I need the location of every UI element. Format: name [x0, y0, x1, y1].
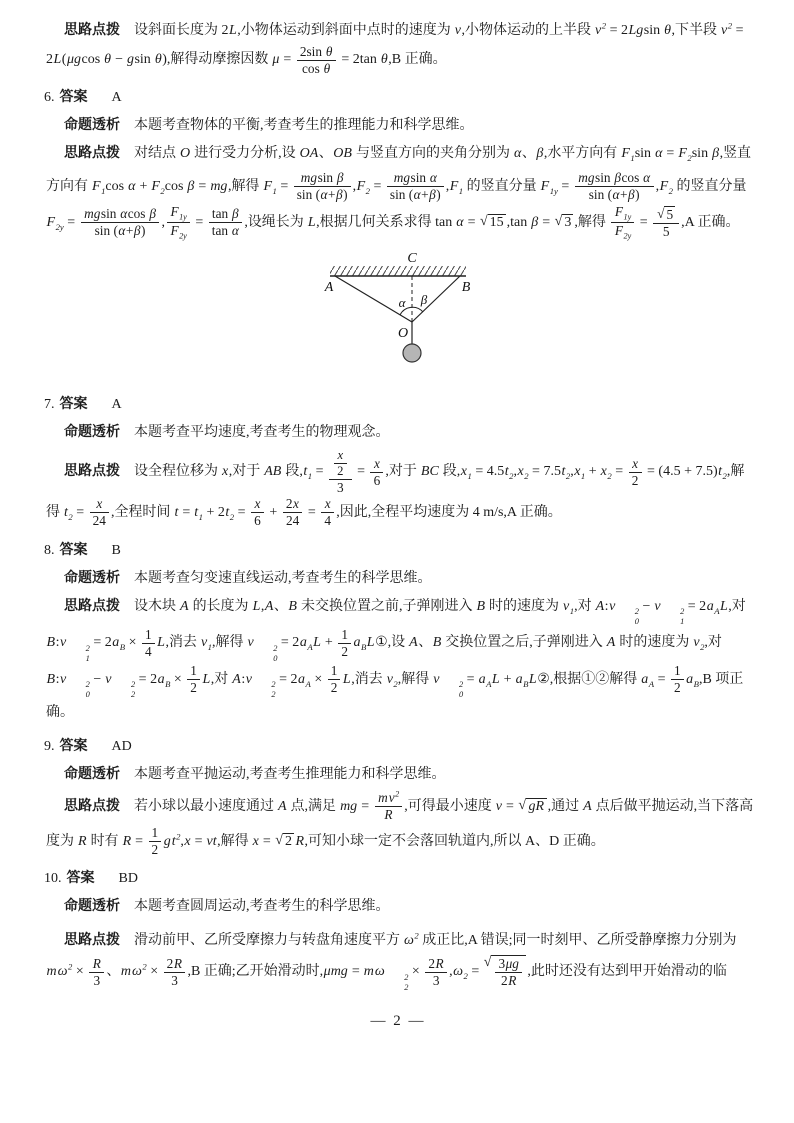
solution-item-8 — [40, 538, 756, 726]
math-symbol: $F_1$ — [263, 179, 277, 196]
math-symbol: v 2 0 — [609, 598, 639, 626]
paragraph-label: 思路点拨 — [64, 598, 120, 614]
guidance-paragraph — [46, 448, 756, 530]
math-symbol: $a_A$ — [299, 635, 313, 653]
math-symbol: $x_2$ — [600, 464, 612, 482]
math-symbol: $v^2$ — [721, 20, 733, 38]
answer-line — [44, 392, 756, 418]
math-fraction: $\frac{\text{mgsin β}}{\sin (\alpha+\beta)}$ — [294, 170, 351, 203]
math-symbol: $F_1$ — [92, 179, 106, 196]
math-symbol: $\omega^2$ — [132, 961, 147, 980]
math-fraction: $\frac{\frac{x}{2}}{3}$ — [329, 448, 352, 496]
math-var: β — [531, 215, 539, 231]
math-var: L — [202, 671, 211, 687]
answer-line — [44, 866, 756, 892]
math-var: μ — [272, 52, 280, 68]
math-symbol: $v^2$ — [595, 20, 607, 38]
math-symbol: $F_{2y}$ — [614, 223, 632, 242]
math-var: R — [122, 833, 132, 849]
math-symbol: $a_B$ — [157, 671, 171, 689]
math-var: m — [46, 964, 57, 980]
math-var: L — [366, 635, 375, 651]
analysis-paragraph — [46, 566, 756, 592]
math-var: β — [628, 187, 635, 203]
answer-value: A — [111, 396, 122, 412]
item-number: 6. — [44, 89, 55, 105]
math-fraction: √ 5 5 — [653, 206, 679, 240]
math-symbol: $F_{2y}$ — [46, 215, 64, 232]
math-var: R — [295, 833, 305, 849]
math-var: α — [513, 145, 522, 161]
math-symbol: $t_2$ — [64, 504, 73, 522]
answer-label: 答案 — [59, 89, 88, 105]
force-diagram-svg — [308, 250, 488, 372]
math-fraction: $\frac{2R}{3}$ — [425, 956, 447, 989]
math-var: x — [96, 496, 103, 512]
math-var: L — [53, 52, 62, 68]
math-symbol: $a_B$ — [686, 671, 699, 689]
paragraph-label: 思路点拨 — [64, 932, 120, 948]
math-var: μg — [505, 956, 519, 972]
label-beta: β — [420, 291, 428, 307]
paragraph-label: 思路点拨 — [64, 464, 120, 480]
math-var: A — [180, 598, 189, 614]
math-symbol: $x_1$ — [460, 464, 472, 482]
math-fraction: $\frac{3\mu g}{2R}$ — [495, 956, 522, 989]
math-var: x — [184, 833, 191, 849]
math-symbol: $a_A$ — [706, 598, 720, 616]
math-fraction: $\frac{1}{2}$ — [338, 627, 351, 660]
answer-value: AD — [111, 738, 132, 754]
analysis-text: 本题考查圆周运动,考查考生的科学思维。 — [134, 898, 390, 914]
math-var: vt — [206, 833, 217, 849]
math-var: OB — [333, 145, 352, 161]
math-var: θ — [380, 52, 388, 68]
math-var: BC — [420, 464, 439, 480]
label-C: C — [407, 250, 417, 266]
math-var: v — [495, 798, 502, 814]
math-var: m — [378, 790, 388, 806]
math-var: α — [643, 170, 651, 186]
math-symbol: $t_1$ — [303, 464, 313, 482]
answer-value: A — [111, 89, 122, 105]
math-var: L — [720, 598, 728, 614]
answer-line — [44, 734, 756, 760]
math-symbol: $\omega^2$ — [404, 929, 419, 948]
math-symbol: v 2 1 — [654, 598, 685, 626]
math-sqrt: √ 3 — [554, 213, 572, 230]
math-fraction: $\frac{1}{2}$ — [671, 663, 684, 696]
math-fraction: $\frac{x}{6}$ — [251, 496, 264, 529]
math-fraction: $\frac{x}{2}$ — [334, 448, 347, 479]
math-var: B — [46, 671, 56, 687]
math-var: μg — [66, 52, 81, 68]
math-var: θ — [323, 60, 331, 76]
math-var: mg — [300, 170, 318, 186]
label-A: A — [324, 279, 334, 295]
math-var: B — [288, 598, 297, 614]
answer-label: 答案 — [59, 542, 88, 558]
math-fraction: $\frac{x}{24}$ — [90, 496, 109, 529]
math-var: gR — [528, 798, 545, 814]
math-fraction: $\frac{x}{6}$ — [370, 456, 383, 489]
math-var: B — [432, 635, 442, 651]
math-var: θ — [154, 52, 162, 68]
math-var: x — [252, 833, 259, 849]
math-var: β — [712, 145, 720, 161]
math-symbol: $t_2$ — [561, 464, 571, 482]
math-var: β — [429, 187, 436, 203]
math-symbol: $v^2$ — [388, 789, 400, 806]
paragraph-label: 命题透析 — [64, 898, 120, 914]
label-B: B — [461, 279, 471, 295]
math-var: α — [231, 223, 239, 239]
paragraph-label: 命题透析 — [64, 766, 120, 782]
math-var: A — [278, 798, 287, 814]
solution-item-6 — [40, 85, 756, 382]
math-sqrt: √ $\frac{3\mu g}{2R}$ — [484, 955, 527, 989]
answer-value: BD — [118, 870, 138, 886]
math-var: α — [655, 145, 663, 161]
math-var: mg — [393, 170, 411, 186]
math-var: Lg — [628, 22, 644, 38]
math-symbol: $\omega_2$ — [453, 964, 468, 982]
math-symbol: $x_2$ — [517, 464, 529, 482]
guidance-text: 若小球以最小速度通过 A 点,满足 mg = $\frac{mv^2}{R}$ ,可得最小速度 v = √ gR ,通过 A 点后做平抛运动,当下落高度为 R 时有 R = $\frac{1}{2}$ $gt^2,x$ = vt,解得 x = √ 2 R,可知小球一定不会落回轨道内,所以 A、D 正确。 — [46, 789, 754, 858]
solution-item-9 — [40, 734, 756, 858]
force-diagram — [40, 250, 756, 382]
math-symbol: $t_2$ — [718, 464, 727, 482]
math-fraction: $\frac{\text{tan β}}{\text{tan α}}$ — [209, 206, 243, 239]
math-var: x — [373, 455, 380, 471]
ceiling-hatch — [330, 266, 466, 276]
math-symbol: $t_2$ — [225, 504, 235, 522]
math-var: R — [384, 807, 393, 823]
math-symbol: $v_1$ — [200, 635, 212, 653]
math-sqrt: √ 15 — [479, 213, 504, 230]
math-symbol: v 2 0 — [247, 635, 278, 663]
math-var: g — [163, 833, 171, 849]
math-symbol: $v_2$ — [693, 635, 705, 653]
math-var: mg — [578, 170, 595, 186]
math-symbol: $F_{1y}$ — [540, 179, 558, 196]
analysis-text: 本题考查平抛运动,考查考生推理能力和科学思维。 — [134, 766, 446, 782]
math-symbol: v 2 2 — [245, 671, 276, 700]
answer-label: 答案 — [59, 396, 88, 412]
math-var: O — [180, 145, 191, 161]
math-var: x — [292, 496, 299, 512]
math-symbol: $F_2$ — [356, 179, 370, 196]
math-sqrt: √ 2 — [275, 832, 292, 849]
label-O: O — [397, 325, 409, 341]
math-var: α — [612, 187, 620, 203]
answer-line — [44, 85, 756, 111]
math-var: L — [229, 22, 237, 38]
math-fraction: $\frac{1}{4}$ — [142, 627, 155, 660]
math-fraction: $\frac{x}{4}$ — [321, 496, 334, 529]
analysis-paragraph — [46, 762, 756, 788]
math-var: μmg — [323, 964, 348, 980]
math-var: A — [232, 671, 241, 687]
answer-line — [44, 538, 756, 564]
math-var: α — [456, 215, 464, 231]
math-var: mg — [340, 798, 358, 814]
math-var: L — [252, 598, 261, 614]
math-var: θ — [664, 22, 672, 38]
hanging-ball — [403, 344, 421, 362]
math-symbol: v 2 0 — [433, 671, 464, 700]
guidance-text: 设斜面长度为 2L,小物体运动到斜面中点时的速度为 v,小物体运动的上半段 $v^2 = 2Lgsin$ θ,下半段 $v^2 = 2L(\mu gcos$ θ − gsin θ),解得动摩擦因数 μ = $\frac{\text{2sin θ}}{\text{cos θ}}$ = 2tan θ,B 正确。 — [46, 20, 744, 76]
math-var: g — [126, 52, 134, 68]
math-fraction: $\frac{2R}{3}$ — [164, 956, 186, 989]
math-var: β — [187, 179, 195, 195]
answer-value: B — [111, 542, 121, 558]
paragraph-label: 命题透析 — [64, 570, 120, 586]
math-fraction: $\frac{\text{2sin θ}}{\text{cos θ}}$ — [297, 44, 336, 77]
math-symbol: v 2 0 — [59, 671, 90, 700]
math-symbol: $v_1$ — [563, 598, 575, 616]
guidance-paragraph — [46, 594, 756, 726]
math-var: B — [476, 598, 486, 614]
label-alpha: α — [398, 294, 406, 310]
math-symbol: v 2 2 — [105, 671, 136, 700]
guidance-text: 滑动前甲、乙所受摩擦力与转盘角速度平方 $\omega^2$ 成正比,A 错误;同一时刻甲、乙所受静摩擦力分别为 $m\omega^2$ × $\frac{R}{3}$ 、$m\omega^2$ × $\frac{2R}{3}$ ,B 正确;乙开始滑动时,μmg = mω 2 2 × $\frac{2R}{3}$ $,\omega_2$ = √ $\frac{3\mu g}{2R}$ ,此时还没有达到甲开始滑动的临 — [46, 929, 737, 992]
math-symbol: $v_2$ — [386, 671, 398, 689]
paragraph-label: 思路点拨 — [64, 22, 120, 38]
math-var: A — [595, 598, 605, 614]
math-var: L — [307, 215, 316, 231]
math-var: R — [173, 955, 182, 971]
paragraph-label: 命题透析 — [64, 117, 120, 133]
math-symbol: $a_A$ — [641, 671, 655, 689]
math-fraction — [611, 204, 634, 242]
math-var: L — [313, 635, 321, 651]
math-var: B — [46, 635, 56, 651]
analysis-text: 本题考查平均速度,考查考生的物理观念。 — [134, 424, 390, 440]
math-fraction: $\frac{R}{3}$ — [89, 956, 104, 989]
math-var: A — [583, 798, 592, 814]
analysis-paragraph — [46, 113, 756, 139]
math-symbol: $t^2$ — [171, 831, 181, 849]
guidance-text: 设木块 A 的长度为 L,A、B 未交换位置之前,子弹刚进入 B 时的速度为 $v_1$,对 A:v 2 0 − v 2 1 = $2a_AL$,对 B:v 2 1 = $2a_B$ × $\frac{1}{4}$ L,消去 $v_1$,解得 v 2 0 = $2a_AL$ + $\frac{1}{2}$ $a_BL①$,设 A、B 交换位置之后,子弹刚进入 A 时的速度为 $v_2$,对 B:v 2 0 − v 2 2 = $2a_B$ × $\frac{1}{2}$ L,对 A:v 2 2 = $2a_A$ × $\frac{1}{2}$ L,消去 $v_2$,解得 v 2 0 = $a_AL$ + $a_BL②$,根据①②解得 $a_A$ = $\frac{1}{2}$ $a_B,B$ 项正确。 — [46, 598, 746, 720]
math-symbol: $\omega^2$ — [57, 961, 73, 980]
math-fraction: $\frac{1}{2}$ — [149, 825, 162, 858]
math-fraction — [375, 790, 403, 823]
math-var: A — [606, 635, 616, 651]
paragraph-label: 思路点拨 — [64, 798, 120, 814]
math-var: x — [337, 447, 344, 462]
math-var: L — [157, 635, 165, 651]
item-number: 9. — [44, 738, 55, 754]
math-var: L — [491, 671, 500, 687]
math-symbol: $a_B$ — [515, 671, 529, 689]
math-var: OA — [299, 145, 319, 161]
math-symbol: $F_2$ — [151, 179, 165, 196]
math-var: A — [409, 635, 418, 651]
item-number: 8. — [44, 542, 55, 558]
math-var: α — [429, 170, 437, 186]
math-symbol: $F_{1y}$ — [614, 203, 632, 222]
math-var: α — [120, 206, 128, 222]
math-var: β — [614, 170, 622, 186]
math-var: α — [413, 187, 421, 203]
math-symbol: $F_{2y}$ — [170, 223, 187, 242]
math-var: mg — [210, 179, 228, 195]
math-var: L — [528, 671, 537, 687]
analysis-paragraph — [46, 420, 756, 446]
math-var: v — [454, 22, 462, 38]
math-fraction: $\frac{\text{mgsin αcos β}}{\sin (\alpha+\beta)}$ — [81, 206, 160, 239]
math-var: β — [336, 170, 344, 186]
math-var: m — [120, 964, 132, 980]
solution-item-10 — [40, 866, 756, 992]
math-var: α — [128, 179, 136, 195]
math-var: β — [232, 206, 239, 222]
math-symbol: $x_1$ — [574, 464, 586, 482]
math-symbol: $t_2$ — [504, 464, 514, 482]
math-sqrt: √ gR — [518, 798, 546, 816]
answer-label: 答案 — [59, 738, 88, 754]
guidance-paragraph — [46, 141, 756, 242]
math-fraction: $\frac{\text{mgsin βcos α}}{\sin (\alpha+\beta)}$ — [575, 170, 654, 203]
math-fraction: $\frac{1}{2}$ — [187, 663, 200, 696]
math-var: R — [508, 973, 517, 989]
math-var: x — [222, 464, 229, 480]
math-var: AB — [264, 464, 282, 480]
math-var: R — [78, 833, 87, 849]
item-number: 7. — [44, 396, 55, 412]
math-var: R — [92, 955, 101, 971]
analysis-text: 本题考查匀变速直线运动,考查考生的科学思维。 — [134, 570, 432, 586]
guidance-text: 设全程位移为 x,对于 AB 段$,t_1$ = $\frac{\frac{x}{2}}{3}$ = $\frac{x}{6}$ ,对于 BC 段$,x_1 = 4.5t_2,x_2 = 7.5t_2,x_1 + x_2$ = $\frac{x}{2}$ = $(4.5 + 7.5)t_2$,解得 $t_2$ = $\frac{x}{24}$ ,全程时间 $t = t_1 + 2t_2$ = $\frac{x}{6}$ + $\frac{2x}{24}$ = $\frac{x}{4}$ ,因此,全程平均速度为 4 m/s,A 正确。 — [46, 447, 745, 529]
math-fraction — [167, 204, 190, 242]
math-symbol: $a_B$ — [112, 635, 126, 653]
math-symbol: $F_{1y}$ — [170, 203, 187, 222]
math-var: A — [264, 598, 274, 614]
math-var: L — [342, 671, 351, 687]
solution-item-7 — [40, 392, 756, 530]
math-var: x — [254, 496, 261, 512]
item-number: 10. — [44, 870, 62, 886]
math-var: mg — [84, 206, 101, 222]
math-symbol: $F_1$ — [621, 145, 635, 163]
guidance-paragraph — [46, 922, 756, 992]
analysis-text: 本题考查物体的平衡,考查考生的推理能力和科学思维。 — [134, 117, 474, 133]
math-var: α — [320, 187, 328, 203]
guidance-text: 对结点 O 进行受力分析,设 OA、OB 与竖直方向的夹角分别为 α、β,水平方向有 $F_1\sin$ $\alpha = F_2\sin$ β,竖直方向有 $F_1\cos$ $\alpha + F_2\cos$ β = mg,解得 $F_1$ = $\frac{\text{mgsin β}}{\sin (\alpha+\beta)}$ $,F_2$ = $\frac{\text{mgsin α}}{\sin (\alpha+\beta)}$ $,F_1$ 的竖直分量 $F_{1y}$ = $\frac{\text{mgsin βcos α}}{\sin (\alpha+\beta)}$ $,F_2$ 的竖直分量 $F_{2y}$ = $\frac{\text{mgsin αcos β}}{\sin (\alpha+\beta)}$ , $\frac{F_{1y}}{F_{2y}}$ = $\frac{\text{tan β}}{\text{tan α}}$ ,设绳长为 L,根据几何关系求得 tan α = √ 15 ,tan β = √ 3 ,解得 $\frac{F_{1y}}{F_{2y}}$ = √ 5 5 ,A 正确。 — [46, 145, 752, 242]
math-symbol: ω 2 2 — [374, 964, 409, 992]
math-var: β — [149, 206, 156, 222]
math-var: θ — [325, 43, 333, 59]
solution-item-5-continuation — [40, 12, 756, 77]
math-symbol: $F_2$ — [659, 179, 673, 196]
guidance-paragraph — [46, 12, 756, 77]
math-var: β — [133, 223, 141, 239]
math-symbol: $F_2$ — [678, 145, 692, 163]
math-symbol: $a_A$ — [298, 671, 311, 689]
math-var: β — [536, 145, 544, 161]
math-symbol: $a_A$ — [478, 671, 492, 689]
math-symbol: v 2 1 — [59, 635, 90, 663]
analysis-paragraph — [46, 894, 756, 920]
rope-OB — [412, 276, 460, 322]
math-fraction: $\frac{1}{2}$ — [328, 663, 341, 696]
math-var: x — [632, 455, 639, 471]
math-sqrt: √ 5 — [657, 206, 674, 223]
paragraph-label: 命题透析 — [64, 424, 120, 440]
math-fraction: $\frac{\text{mgsin α}}{\sin (\alpha+\beta)}$ — [387, 170, 444, 203]
math-var: R — [435, 955, 444, 971]
math-var: θ — [104, 52, 112, 68]
math-var: β — [336, 187, 343, 203]
math-fraction: $\frac{x}{2}$ — [629, 456, 642, 489]
page-number: — 2 — — [370, 1013, 426, 1030]
answer-label: 答案 — [66, 870, 95, 886]
math-var: α — [118, 223, 126, 239]
guidance-paragraph — [46, 790, 756, 858]
math-symbol: $a_B$ — [353, 635, 367, 653]
math-var: x — [324, 496, 331, 512]
math-var: m — [363, 964, 374, 980]
math-fraction: $\frac{2x}{24}$ — [283, 496, 303, 529]
math-var: t — [174, 504, 179, 520]
math-symbol: $F_1$ — [449, 179, 464, 196]
math-symbol: $t_1$ — [194, 504, 203, 522]
paragraph-label: 思路点拨 — [64, 145, 120, 161]
